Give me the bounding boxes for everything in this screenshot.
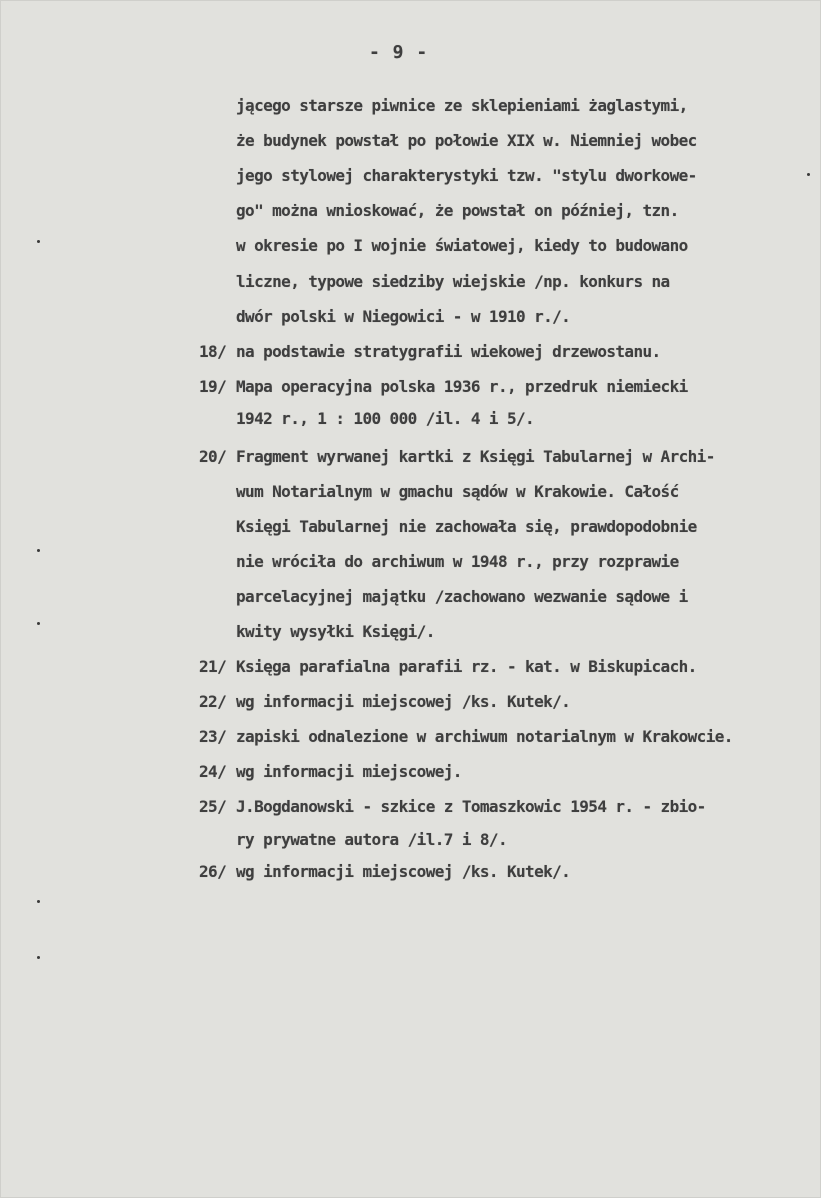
footnote-text: Księgi Tabularnej nie zachowała się, prawdopodobnie [236,517,697,536]
scan-speck [37,549,40,552]
footnote-text: na podstawie stratygrafii wiekowej drzewostanu. [236,342,661,361]
footnote-text: Księga parafialna parafii rz. - kat. w Biskupicach. [236,657,697,676]
footnote-text: J.Bogdanowski - szkice z Tomaszkowic 1954 r. - zbio- [236,797,706,816]
paragraph-line: liczne, typowe siedziby wiejskie /np. konkurs na [236,272,670,291]
scan-speck [37,900,40,903]
footnote-text: wum Notarialnym w gmachu sądów w Krakowie. Całość [236,482,679,501]
footnote-number: 21/ [199,657,227,676]
paragraph-line: go" można wnioskować, że powstał on później, tzn. [236,201,679,220]
scan-speck [807,173,810,176]
footnote-number: 22/ [199,692,227,711]
footnote-text: wg informacji miejscowej /ks. Kutek/. [236,692,571,711]
footnote-number: 26/ [199,862,227,881]
paragraph-line: że budynek powstał po połowie XIX w. Niemniej wobec [236,131,697,150]
footnote-number: 24/ [199,762,227,781]
footnote-text: zapiski odnalezione w archiwum notarialnym w Krakowcie. [236,727,733,746]
paragraph-line: w okresie po I wojnie światowej, kiedy to budowano [236,236,688,255]
footnote-text: wg informacji miejscowej /ks. Kutek/. [236,862,571,881]
footnote-text: Fragment wyrwanej kartki z Księgi Tabularnej w Archi- [236,447,715,466]
footnote-text: ry prywatne autora /il.7 i 8/. [236,830,507,849]
paragraph-line: dwór polski w Niegowici - w 1910 r./. [236,307,571,326]
paragraph-line: jącego starsze piwnice ze sklepieniami żaglastymi, [236,96,688,115]
footnote-number: 23/ [199,727,227,746]
footnote-text: kwity wysyłki Księgi/. [236,622,435,641]
footnote-text: nie wróciła do archiwum w 1948 r., przy rozprawie [236,552,679,571]
footnote-number: 18/ [199,342,227,361]
footnote-number: 20/ [199,447,227,466]
footnote-text: wg informacji miejscowej. [236,762,462,781]
page-number: - 9 - [369,42,429,63]
footnote-text: Mapa operacyjna polska 1936 r., przedruk niemiecki [236,377,688,396]
scan-speck [37,956,40,959]
footnote-text: parcelacyjnej majątku /zachowano wezwanie sądowe i [236,587,688,606]
paragraph-line: jego stylowej charakterystyki tzw. "stylu dworkowe- [236,166,697,185]
footnote-number: 19/ [199,377,227,396]
scan-speck [37,240,40,243]
footnote-number: 25/ [199,797,227,816]
footnote-text: 1942 r., 1 : 100 000 /il. 4 i 5/. [236,409,535,428]
scan-speck [37,622,40,625]
